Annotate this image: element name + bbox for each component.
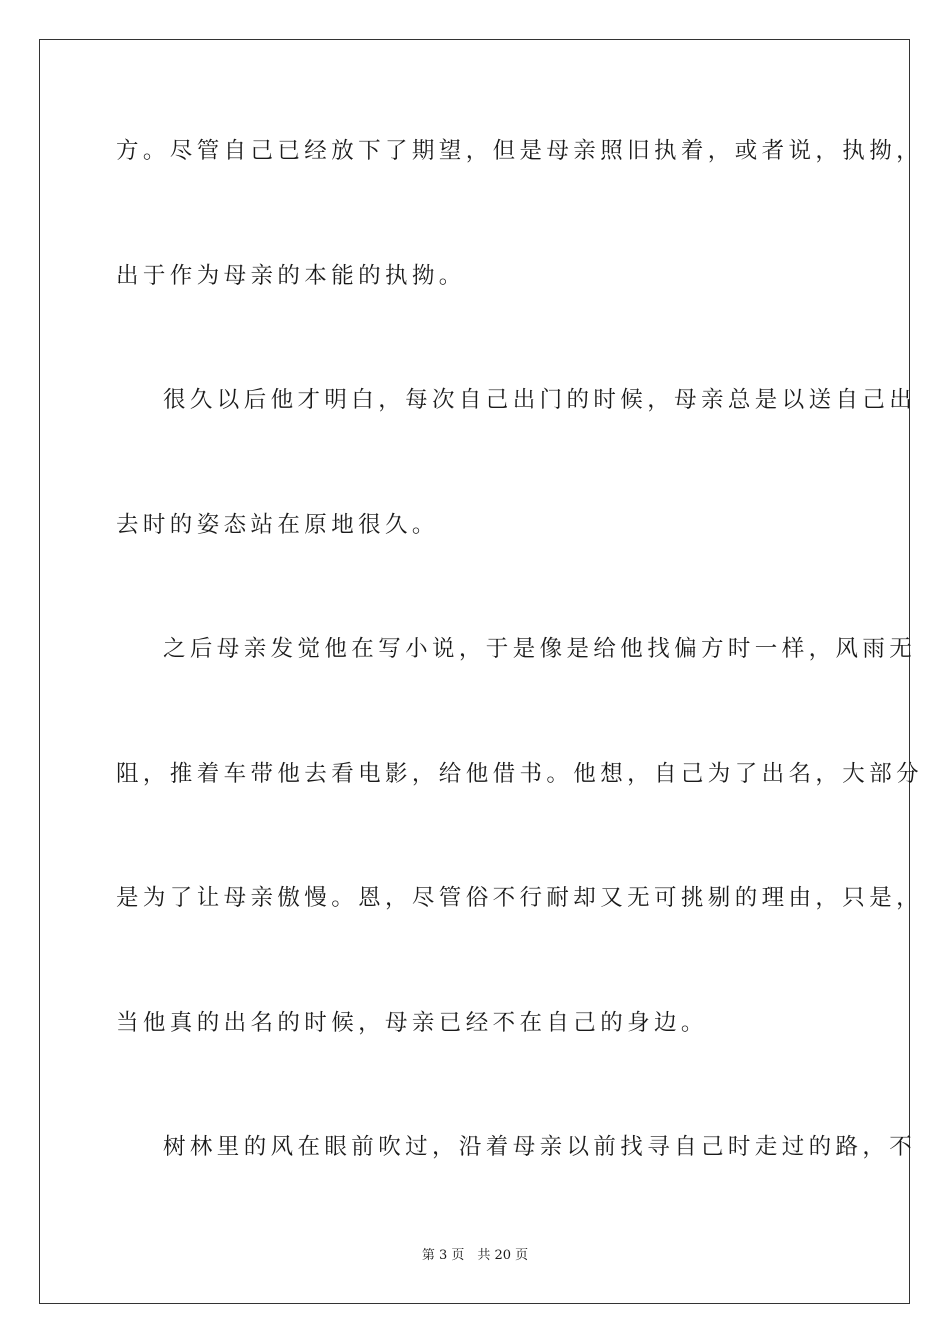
- text-line-5: 之后母亲发觉他在写小说，于是像是给他找偏方时一样，风雨无: [163, 636, 917, 662]
- text-line-2: 出于作为母亲的本能的执拗。: [116, 263, 466, 289]
- page-number-footer: 第 3 页 共 20 页: [421, 1248, 529, 1263]
- text-line-9: 树林里的风在眼前吹过，沿着母亲以前找寻自己时走过的路，不: [163, 1134, 917, 1160]
- page-border: [39, 39, 924, 1304]
- text-line-8: 当他真的出名的时候，母亲已经不在自己的身边。: [116, 1010, 708, 1036]
- text-line-7: 是为了让母亲傲慢。恩，尽管俗不行耐却又无可挑剔的理由，只是，: [116, 885, 924, 911]
- text-line-6: 阻，推着车带他去看电影，给他借书。他想，自己为了出名，大部分: [116, 761, 924, 787]
- text-line-4: 去时的姿态站在原地很久。: [116, 512, 439, 538]
- text-line-3: 很久以后他才明白，每次自己出门的时候，母亲总是以送自己出: [163, 387, 917, 413]
- text-line-1: 方。尽管自己已经放下了期望，但是母亲照旧执着，或者说，执拗，: [116, 138, 924, 164]
